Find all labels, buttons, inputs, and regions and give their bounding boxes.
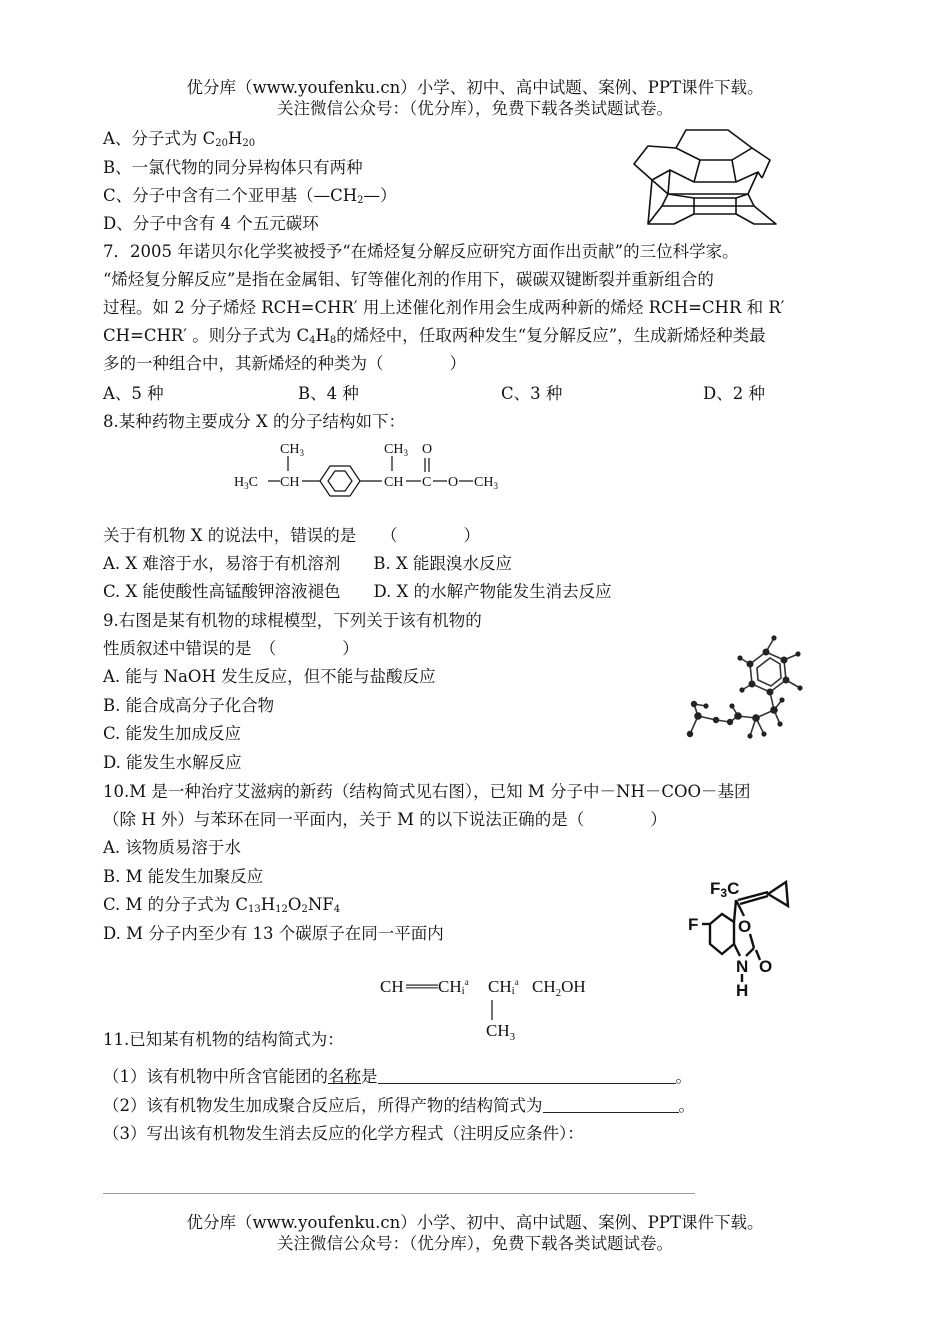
q8-line-2: 关于有机物 X 的说法中，错误的是 （ ） — [103, 526, 480, 545]
q8-ester-o: O — [448, 475, 459, 490]
q11-ch2oh: $CH_2OH$ — [532, 977, 586, 999]
q8-ch-2: CH — [384, 475, 404, 490]
q7-option-a: A、5 种 — [103, 384, 164, 403]
q11-answer-blank-2[interactable] — [543, 1096, 679, 1113]
q11-ch-1: CH — [380, 977, 404, 996]
q7-line-5: 多的一种组合中，其新烯烃的种类为（ ） — [103, 354, 466, 373]
cage-molecule-figure — [630, 126, 780, 230]
q11-structure-formula — [378, 970, 608, 1045]
q11-answer-blank-1[interactable] — [378, 1067, 676, 1084]
q10-option-c: C. M 的分子式为 $C_{13}H_{12}O_2NF_4$ — [103, 895, 341, 915]
q9-option-b: B. 能合成高分子化合物 — [103, 696, 275, 715]
q9-option-d: D. 能发生水解反应 — [103, 753, 242, 772]
footer-divider — [103, 1193, 695, 1194]
q6-option-a: A、分子式为 $C_{20}H_{20}$ — [103, 129, 256, 149]
q7-line-3: 过程。如 2 分子烯烃 RCH=CHR′ 用上述催化剂作用会生成两种新的烯烃 RCH=CHR 和 R′ — [103, 298, 785, 317]
q11-part-2: （2）该有机物发生加成聚合反应后，所得产物的结构简式为 。 — [103, 1096, 695, 1115]
q9-line-2: 性质叙述中错误的是 （ ） — [103, 639, 359, 658]
q10-n: N — [736, 957, 749, 976]
footer-line-2: 关注微信公众号：（优分库），免费下载各类试题试卷。 — [277, 1234, 673, 1253]
q7-line-1: 7．2005 年诺贝尔化学奖被授予“在烯烃复分解反应研究方面作出贡献”的三位科学家。 — [103, 242, 739, 261]
q8-ch-1: CH — [280, 475, 300, 490]
q11-intro: 11.已知某有机物的结构简式为： — [103, 1030, 344, 1049]
ball-stick-model-figure — [680, 630, 820, 755]
q10-option-b: B. M 能发生加聚反应 — [103, 867, 264, 886]
q10-f: F — [688, 915, 699, 934]
footer-line-1: 优分库（www.youfenku.cn）小学、初中、高中试题、案例、PPT课件下载。 — [186, 1213, 764, 1232]
q6-option-c: C、分子中含有二个亚甲基$(—CH_2—)$ — [103, 186, 397, 206]
header-line-2: 关注微信公众号：（优分库），免费下载各类试题试卷。 — [277, 99, 673, 118]
q11-ch3: $CH_3$ — [486, 1021, 516, 1043]
q11-double-bond: ═══ — [406, 979, 438, 995]
q8-ch3-methyl: $CH_3$ — [474, 475, 498, 491]
q8-ch3-top-left: $CH_3$ — [280, 442, 304, 458]
q9-line-1: 9.右图是某有机物的球棍模型，下列关于该有机物的 — [103, 611, 482, 630]
q7-option-b: B、4 种 — [298, 384, 359, 403]
q8-structure-formula — [230, 438, 520, 504]
q9-option-a: A. 能与 NaOH 发生反应，但不能与盐酸反应 — [103, 667, 436, 686]
q8-carbonyl-c: C — [422, 475, 432, 490]
q11-part-1: （1）该有机物中所含官能团的名称是 。 — [103, 1067, 692, 1086]
q10-ring-o: O — [738, 917, 752, 936]
q10-line-2: （除 H 外）与苯环在同一平面内，关于 M 的以下说法正确的是（ ） — [103, 810, 667, 829]
q9-option-c: C. 能发生加成反应 — [103, 724, 242, 743]
q7-option-d: D、2 种 — [703, 384, 765, 403]
q7-line-4: CH=CHR′ 。则分子式为 $C_4H_8$的烯烃中，任取两种发生“复分解反应”，生成新烯烃种类最 — [103, 326, 766, 346]
q10-line-1: 10.M 是一种治疗艾滋病的新药（结构简式见右图），已知 M 分子中－NH－COO－基团 — [103, 782, 751, 801]
q8-options-cd: C. X 能使酸性高锰酸钾溶液褪色 D. X 的水解产物能发生消去反应 — [103, 582, 612, 601]
q8-h3c: $H_3C$ — [234, 475, 258, 491]
q11-ch-2: CHi$^a$ — [438, 977, 469, 997]
q8-ch3-top-right: $CH_3$ — [384, 442, 408, 458]
q7-line-2: “烯烃复分解反应”是指在金属钼、钌等催化剂的作用下，碳碳双键断裂并重新组合的 — [103, 270, 714, 289]
header-line-1: 优分库（www.youfenku.cn）小学、初中、高中试题、案例、PPT课件下载。 — [186, 78, 764, 97]
q8-options-ab: A. X 难溶于水，易溶于有机溶剂 B. X 能跟溴水反应 — [103, 554, 513, 573]
q11-part-3: （3）写出该有机物发生消去反应的化学方程式（注明反应条件）： — [103, 1124, 584, 1143]
q6-option-b: B、一氯代物的同分异构体只有两种 — [103, 158, 363, 177]
q8-carbonyl-o: O — [422, 442, 433, 457]
q10-option-d: D. M 分子内至少有 13 个碳原子在同一平面内 — [103, 924, 444, 943]
q10-option-a: A. 该物质易溶于水 — [103, 838, 241, 857]
q10-carbonyl-o: O — [759, 957, 773, 976]
q7-option-c: C、3 种 — [501, 384, 563, 403]
q10-h: H — [736, 981, 749, 1000]
q6-option-d: D、分子中含有 4 个五元碳环 — [103, 214, 319, 233]
q10-f3c: F3C — [710, 879, 740, 900]
q11-ch-3: CHi$^a$ — [488, 977, 519, 997]
q8-line-1: 8.某种药物主要成分 X 的分子结构如下： — [103, 412, 405, 431]
q10-structure-figure — [688, 872, 808, 1004]
